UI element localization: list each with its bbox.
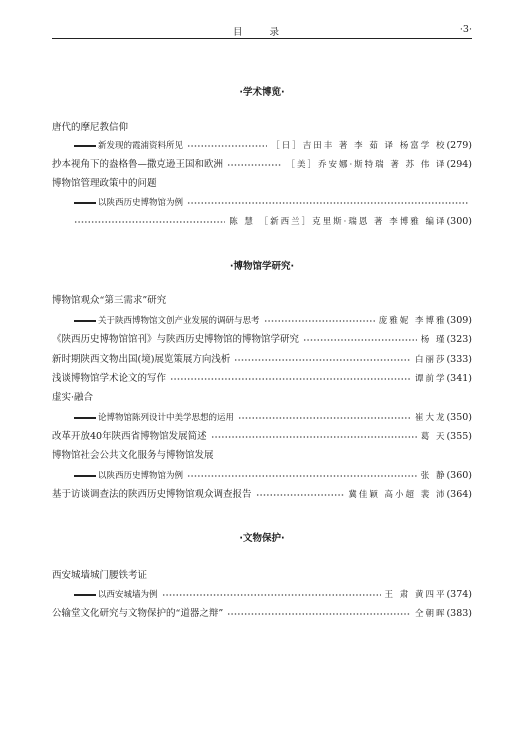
entry-author: 庞雅妮 李博雅 bbox=[378, 316, 447, 326]
leader-dots bbox=[211, 436, 417, 438]
entry-title: 唐代的摩尼教信仰 bbox=[52, 122, 129, 133]
subtitle-dash bbox=[74, 594, 96, 595]
leader-dots bbox=[227, 164, 282, 166]
entry-page: (350) bbox=[446, 412, 472, 423]
toc-entry[interactable] bbox=[52, 606, 472, 622]
entry-subtitle: 以陕西历史博物馆为例 bbox=[98, 471, 184, 481]
entry-author: 白丽莎 bbox=[414, 355, 447, 365]
toc-entry[interactable] bbox=[74, 195, 472, 211]
leader-dots bbox=[187, 475, 417, 477]
toc-entry[interactable] bbox=[52, 568, 472, 584]
leader-dots bbox=[170, 378, 411, 380]
toc-entry[interactable] bbox=[74, 214, 472, 230]
subtitle-dash bbox=[74, 417, 96, 418]
entry-title: 博物馆观众“第三需求”研究 bbox=[52, 295, 167, 306]
entry-page: (300) bbox=[446, 216, 472, 227]
entry-title: 博物馆社会公共文化服务与博物馆发展 bbox=[52, 450, 214, 461]
entry-page: (294) bbox=[446, 159, 472, 170]
entry-author: 葛 天 bbox=[420, 432, 447, 442]
entry-author: 崔大龙 bbox=[414, 413, 447, 423]
entry-subtitle: 关于陕西博物馆文创产业发展的调研与思考 bbox=[98, 316, 260, 326]
entry-author: 王 肃 黄四平 bbox=[384, 590, 447, 600]
section-title-museology: ·博物馆学研究· bbox=[229, 261, 295, 272]
subtitle-dash bbox=[74, 475, 96, 476]
entry-page: (360) bbox=[446, 470, 472, 481]
entry-subtitle: 以西安城墙为例 bbox=[98, 590, 158, 600]
toc-entry[interactable] bbox=[52, 157, 472, 173]
section-title-conservation: ·文物保护· bbox=[239, 533, 285, 544]
entry-author: ［美］乔安娜·斯特瑞 著 苏 伟 译 bbox=[286, 160, 447, 170]
leader-dots bbox=[227, 613, 411, 615]
entry-page: (341) bbox=[446, 373, 472, 384]
entry-subtitle: 新发现的霞浦资料所见 bbox=[98, 141, 184, 151]
entry-subtitle: 以陕西历史博物馆为例 bbox=[98, 198, 184, 208]
leader-dots bbox=[238, 417, 411, 419]
toc-entry[interactable] bbox=[52, 371, 472, 387]
entry-page: (383) bbox=[446, 608, 472, 619]
section-title-academic: ·学术博览· bbox=[239, 87, 285, 98]
toc-entry[interactable] bbox=[74, 410, 472, 426]
entry-title: 浅谈博物馆学术论文的写作 bbox=[52, 373, 167, 384]
toc-entry[interactable] bbox=[52, 448, 472, 464]
toc-entry[interactable] bbox=[52, 332, 472, 348]
header-title: 目 录 bbox=[232, 27, 292, 38]
entry-author: 张 静 bbox=[420, 471, 447, 481]
toc-entry[interactable] bbox=[74, 587, 472, 603]
header-page-number: ·3· bbox=[459, 24, 472, 35]
entry-title: 西安城墙城门腰铁考证 bbox=[52, 570, 148, 581]
entry-title: 《陕西历史博物馆馆刊》与陕西历史博物馆的博物馆学研究 bbox=[52, 334, 300, 345]
entry-title: 虚实·融合 bbox=[52, 392, 94, 403]
entry-author: 杨 瑾 bbox=[420, 335, 447, 345]
entry-title: 改革开放40年陕西省博物馆发展简述 bbox=[52, 431, 207, 442]
entry-author: 谭前学 bbox=[414, 374, 447, 384]
entry-author: 陈 慧 ［新西兰］克里斯·瑞恩 著 李博雅 编译 bbox=[229, 217, 447, 227]
subtitle-dash bbox=[74, 145, 96, 146]
toc-entry[interactable] bbox=[52, 176, 472, 192]
toc-entry[interactable] bbox=[52, 120, 472, 136]
leader-dots bbox=[303, 339, 417, 341]
toc-entry[interactable] bbox=[74, 138, 472, 154]
entry-title: 公输堂文化研究与文物保护的“道器之辩” bbox=[52, 608, 224, 619]
entry-subtitle: 论博物馆陈列设计中美学思想的运用 bbox=[98, 413, 235, 423]
entry-page: (309) bbox=[446, 315, 472, 326]
leader-dots bbox=[187, 202, 468, 204]
entry-author: 仝朝晖 bbox=[414, 609, 447, 619]
toc-entry[interactable] bbox=[52, 429, 472, 445]
toc-entry[interactable] bbox=[74, 313, 472, 329]
leader-dots bbox=[234, 359, 411, 361]
subtitle-dash bbox=[74, 202, 96, 203]
toc-entry[interactable] bbox=[52, 293, 472, 309]
entry-title: 新时期陕西文物出国(境)展览策展方向浅析 bbox=[52, 354, 231, 365]
entry-page: (364) bbox=[446, 489, 472, 500]
leader-dots bbox=[264, 320, 375, 322]
leader-dots bbox=[256, 494, 345, 496]
entry-page: (333) bbox=[446, 354, 472, 365]
subtitle-dash bbox=[74, 320, 96, 321]
entry-title: 抄本视角下的盎格鲁—撒克逊王国和欧洲 bbox=[52, 159, 224, 170]
entry-title: 基于访谈调查法的陕西历史博物馆观众调查报告 bbox=[52, 489, 252, 500]
toc-entry[interactable] bbox=[52, 352, 472, 368]
entry-page: (279) bbox=[446, 140, 472, 151]
entry-page: (355) bbox=[446, 431, 472, 442]
leader-dots bbox=[74, 221, 225, 223]
entry-page: (323) bbox=[446, 334, 472, 345]
entry-page: (374) bbox=[446, 589, 472, 600]
toc-entry[interactable] bbox=[52, 487, 472, 503]
toc-entry[interactable] bbox=[52, 390, 472, 406]
entry-author: 冀佳颖 高小超 裴 沛 bbox=[348, 490, 447, 500]
entry-title: 博物馆管理政策中的问题 bbox=[52, 178, 157, 189]
leader-dots bbox=[162, 594, 381, 596]
leader-dots bbox=[187, 145, 267, 147]
page-header bbox=[52, 20, 472, 39]
entry-author: ［日］吉田丰 著 李 茹 译 杨富学 校 bbox=[271, 141, 447, 151]
toc-entry[interactable] bbox=[74, 468, 472, 484]
